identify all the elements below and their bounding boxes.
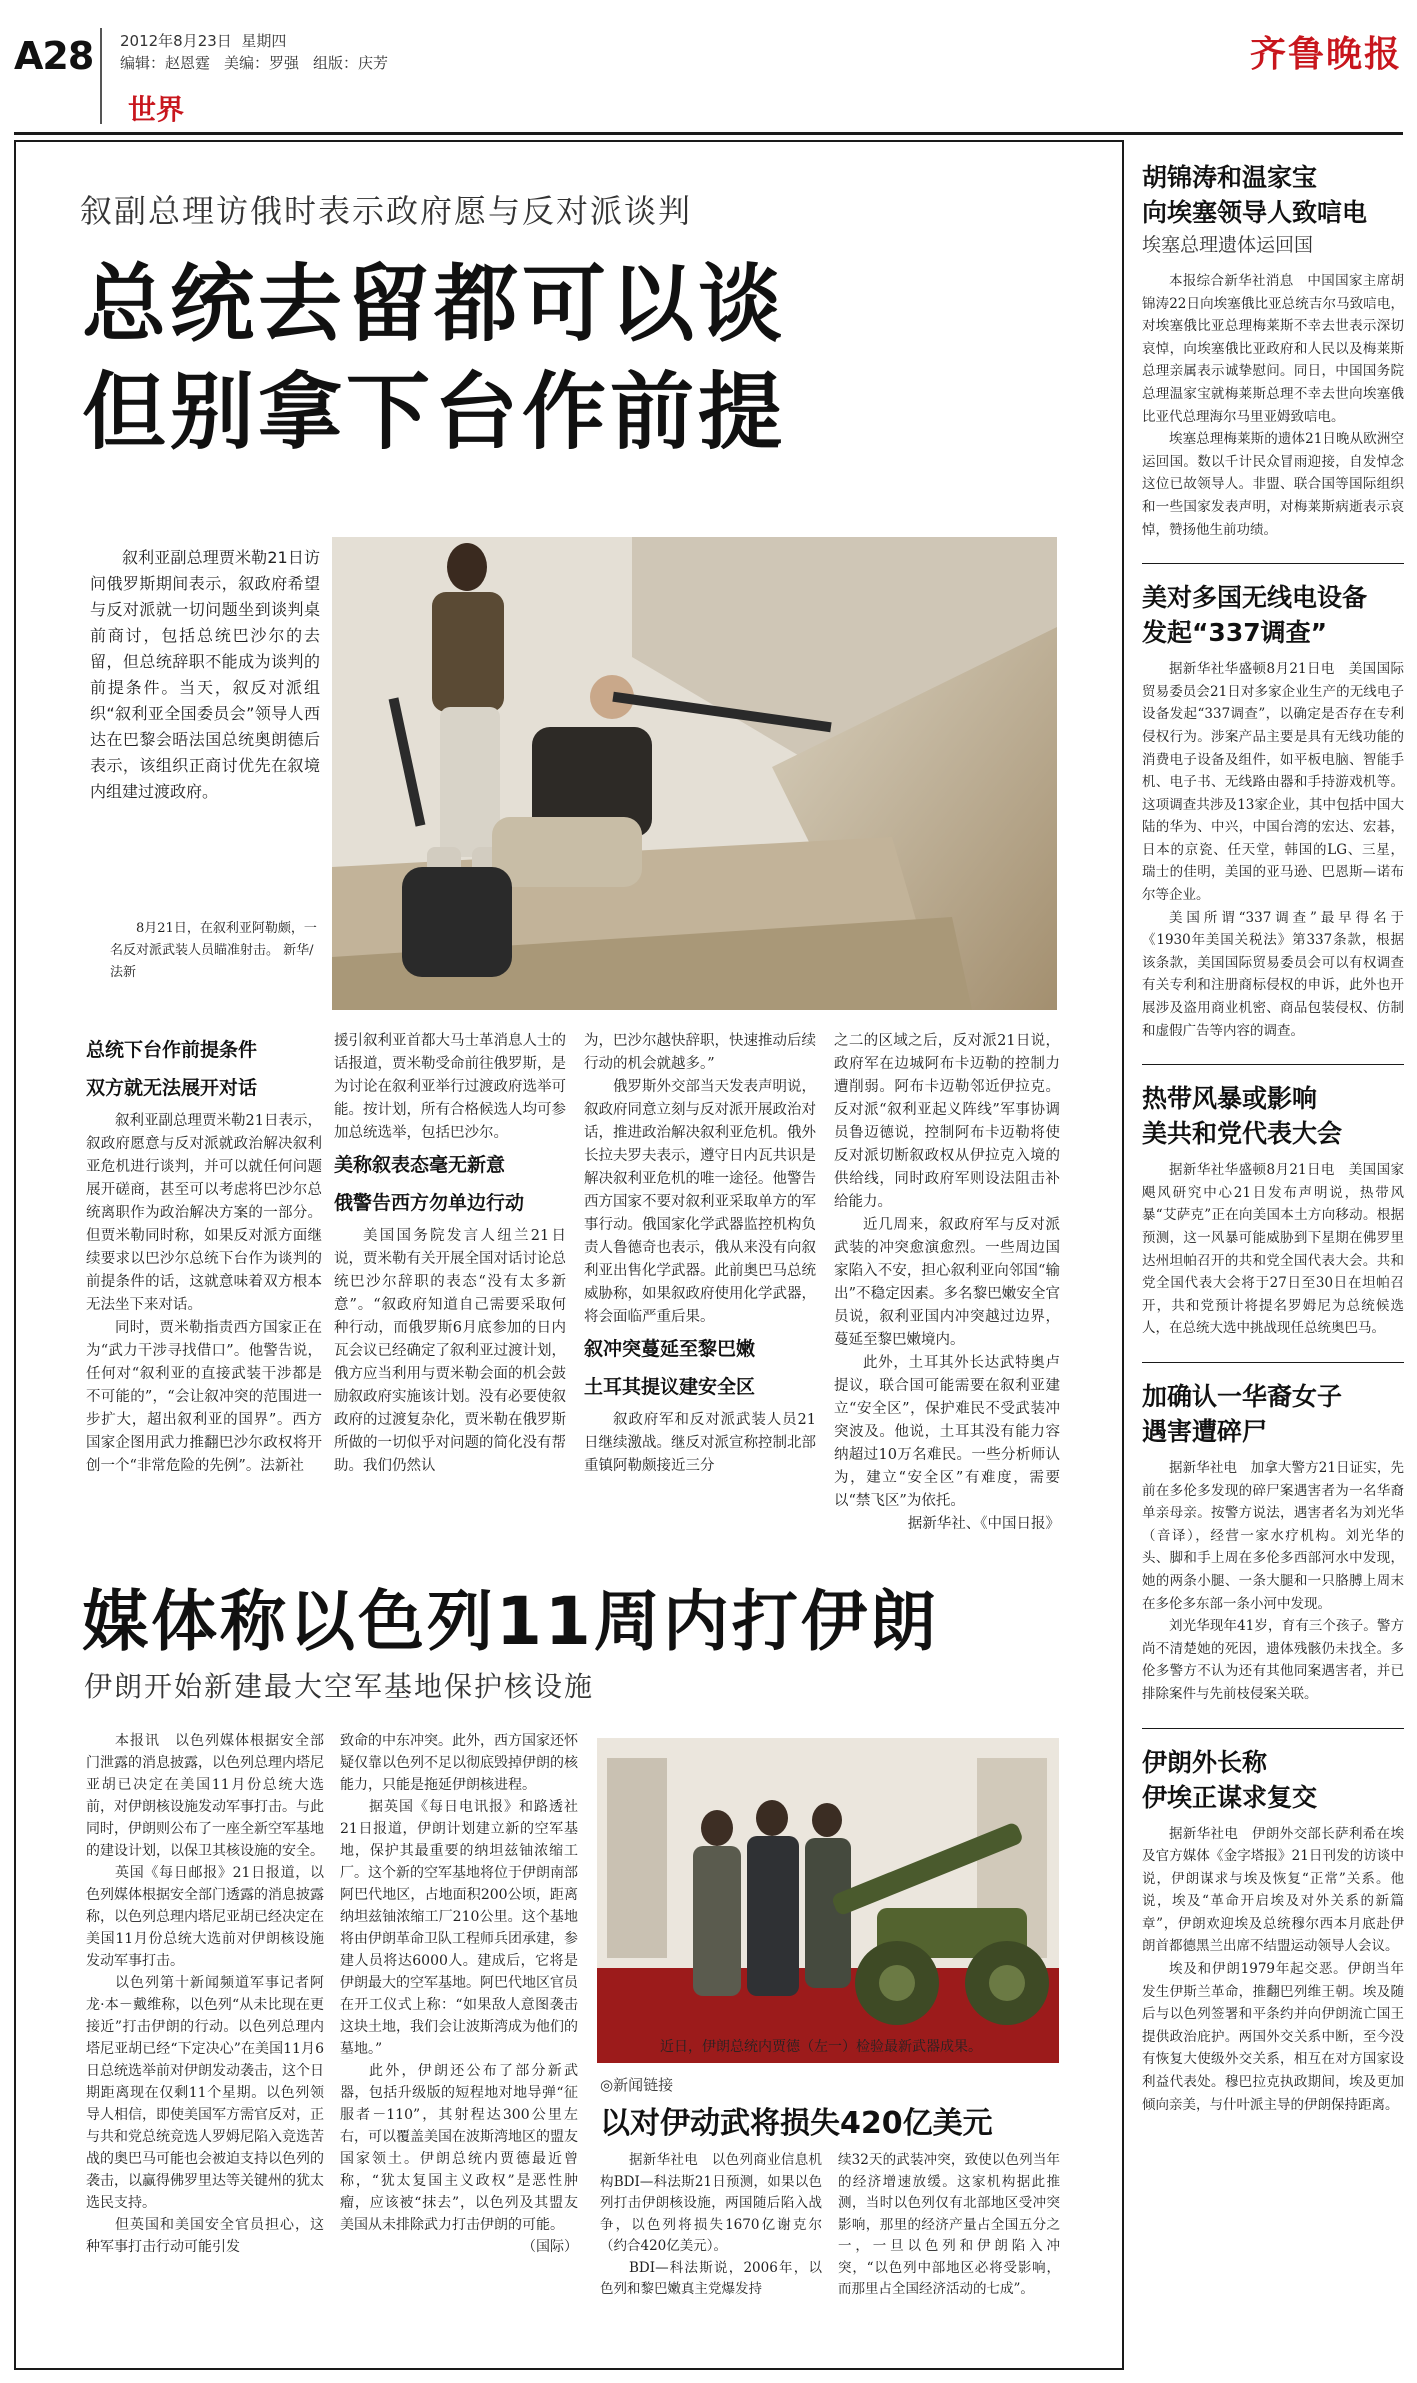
story1-headline-line1: 总统去留都可以谈	[82, 255, 787, 353]
right-story-2-title-line2: 发起“337调查”	[1142, 618, 1328, 648]
right-story-paragraph: 埃塞总理梅莱斯的遗体21日晚从欧洲空运回国。数以千计民众冒雨迎接，自发悼念这位已故领导人。非盟、联合国等国际组织和一些国家发表声明，对梅莱斯病逝表示哀悼，赞扬他生前功绩。	[1142, 431, 1404, 538]
story2-paragraph: 此外，伊朗还公布了部分新武器，包括升级版的短程地对地导弹“征服者－110”，其射程达300公里左右，可以覆盖美国在波斯湾地区的盟友国家领土。伊朗总统内贾德最近曾称，“犹太复国主义政权”是恶性肿瘤，应该被“抹去”，以色列及其盟友美国从未排除武力打击伊朗的可能。	[340, 2063, 578, 2233]
right-story-5-title-line2: 伊埃正谋求复交	[1142, 1782, 1318, 1812]
editor-credit: 编辑：赵恩霆	[120, 54, 211, 72]
story1-column-3	[584, 1030, 816, 1478]
right-story-2-body	[1142, 658, 1404, 1042]
right-story-5	[1142, 1745, 1404, 2117]
right-story-3-title-line1: 热带风暴或影响	[1142, 1084, 1318, 1114]
story1-paragraph: 美国国务院发言人纽兰21日说，贾米勒有关开展全国对话讨论总统巴沙尔辞职的表态“没有太多新意”。“叙政府知道自己需要采取何种行动，而俄罗斯6月底参加的日内瓦会议已经确定了叙利亚过渡计划，俄方应当利用与贾米勒会面的机会鼓励叙政府实施该计划。没有必要使叙政府的过渡复杂化，贾米勒在俄罗斯所做的一切似乎对问题的简化没有帮助。我们仍然认	[334, 1228, 566, 1474]
story1-paragraph: 俄罗斯外交部当天发表声明说，叙政府同意立刻与反对派开展政治对话，推进政治解决叙利亚危机。俄外长拉夫罗夫表示，遵守日内瓦共识是解决叙利亚危机的唯一途径。他警告西方国家不要对叙利亚采取单方的军事行动。俄国家化学武器监控机构负责人鲁德奇也表示，俄从来没有向叙利亚出售化学武器。此前奥巴马总统威胁称，如果叙政府使用化学武器，将会面临严重后果。	[584, 1079, 816, 1325]
story1-source: 据新华社、《中国日报》	[907, 1516, 1060, 1532]
story2-headline: 媒体称以色列11周内打伊朗	[82, 1583, 939, 1660]
story2-paragraph: 以色列第十新闻频道军事记者阿龙·本－戴维称，以色列“从未比现在更接近”打击伊朗的行动。以色列总理内塔尼亚胡已经“下定决心”在美国11月6日总统选举前对伊朗发动袭击，这个日期距离现在仅剩11个星期。以色列领导人相信，即使美国军方需官反对，正与共和党总统竞选人罗姆尼陷入竞选苦战的奥巴马可能也会被迫支持以色列的袭击，以赢得佛罗里达等关键州的犹太选民支持。	[86, 1975, 324, 2211]
right-story-paragraph: 据新华社电 加拿大警方21日证实，先前在多伦多发现的碎尸案遇害者为一名华裔单亲母亲。按警方说法，遇害者名为刘光华（音译），经营一家水疗机构。刘光华的头、脚和手上周在多伦多西部河水中发现，她的两条小腿、一条大腿和一只胳膊上周末在多伦多东部一条小河中发现。	[1142, 1459, 1404, 1612]
masthead-logo: 齐鲁晚报	[1250, 33, 1403, 75]
right-story-4-title-line2: 遇害遭碎尸	[1142, 1416, 1268, 1446]
news-link-paragraph: 续32天的武装冲突，致使以色列当年的经济增速放缓。这家机构据此推测，当时以色列仅有北部地区受冲突影响，那里的经济产量占全国五分之一，一旦以色列和伊朗陷入冲突，“以色列中部地区必将受影响，而那里占全国经济活动的七成”。	[838, 2152, 1060, 2297]
right-story-1-title-line2: 向埃塞领导人致唁电	[1142, 198, 1368, 227]
right-story-2	[1142, 580, 1404, 1042]
story1-headline	[82, 250, 786, 466]
story2-paragraph: 但英国和美国安全官员担心，这种军事打击行动可能引发	[86, 2217, 324, 2255]
story1-photo-illustration	[332, 537, 1057, 1010]
page-number: A28	[14, 34, 94, 78]
story1-paragraph: 为，巴沙尔越快辞职，快速推动后续行动的机会就越多。”	[584, 1033, 816, 1072]
right-story-paragraph: 美国所谓“337调查”最早得名于《1930年美国关税法》第337条款，根据该条款，美国国际贸易委员会可以有权调查有关专利和注册商标侵权的申诉，此外也开展涉及盗用商业机密、商品包装侵权、仿制和虚假广告等内容的调查。	[1142, 909, 1404, 1039]
right-story-4	[1142, 1379, 1404, 1706]
issue-date: 2012年8月23日	[120, 32, 232, 50]
story1-column-1	[86, 1030, 322, 1478]
right-story-1-title-line1: 胡锦涛和温家宝	[1142, 163, 1318, 192]
story2-paragraph: 本报讯 以色列媒体根据安全部门泄露的消息披露，以色列总理内塔尼亚胡已决定在美国11月份总统大选前，对伊朗核设施发动军事打击。与此同时，伊朗则公布了一座全新空军基地的建设计划，以保卫其核设施的安全。	[86, 1733, 324, 1859]
layout-credit: 组版：庆芳	[313, 54, 389, 72]
right-story-paragraph: 据新华社电 伊朗外交部长萨利希在埃及官方媒体《金字塔报》21日刊发的访谈中说，伊朗谋求与埃及恢复“正常”关系。他说，埃及“革命开启埃及对外关系的新篇章”，伊朗欢迎埃及总统穆尔西本月底赴伊朗首都德黑兰出席不结盟运动领导人会议。	[1142, 1825, 1404, 1955]
right-story-1-subtitle: 埃塞总理遗体运回国	[1142, 234, 1314, 256]
story1-subhead-1a: 总统下台作前提条件	[86, 1039, 258, 1061]
story1-paragraph: 叙政府军和反对派武装人员21日继续激战。继反对派宣称控制北部重镇阿勒颇接近三分	[584, 1412, 816, 1474]
story1-lead: 叙利亚副总理贾米勒21日访问俄罗斯期间表示，叙政府希望与反对派就一切问题坐到谈判桌前商讨，包括总统巴沙尔的去留，但总统辞职不能成为谈判的前提条件。当天，叙反对派组织“叙利亚全国委员会”领导人西达在巴黎会晤法国总统奥朗德后表示，该组织正商讨优先在叙境内组建过渡政府。	[90, 548, 320, 801]
header-rule	[14, 132, 1403, 135]
story2-column-2	[340, 1730, 578, 2258]
story2-paragraph: 英国《每日邮报》21日报道，以色列媒体根据安全部门透露的消息披露称，以色列总理内塔尼亚胡已经决定在美国11月份总统大选前对伊朗核设施发动军事打击。	[86, 1865, 324, 1969]
story1-column-2	[334, 1030, 566, 1478]
right-story-3-body	[1142, 1159, 1404, 1340]
story1-subhead-1b: 双方就无法展开对话	[86, 1077, 258, 1099]
story1-column-4	[834, 1030, 1060, 1536]
right-story-4-body	[1142, 1457, 1404, 1706]
right-story-1	[1142, 160, 1404, 541]
story2-column-1	[86, 1730, 324, 2258]
story1-paragraph: 之二的区域之后，反对派21日说，政府军在边城阿布卡迈勒的控制力遭削弱。阿布卡迈勒邻近伊拉克。反对派“叙利亚起义阵线”军事协调员鲁迈德说，控制阿布卡迈勒将使反对派切断叙政权从伊拉克入境的供给线，同时政府军则设法阻击补给能力。	[834, 1033, 1060, 1210]
story1-subhead-3b: 土耳其提议建安全区	[584, 1376, 756, 1398]
news-link-headline: 以对伊动武将损失420亿美元	[600, 2106, 993, 2141]
story1-paragraph: 援引叙利亚首都大马士革消息人士的话报道，贾米勒受命前往俄罗斯，是为讨论在叙利亚举行过渡政府选举可能。按计划，所有合格候选人均可参加总统选举，包括巴沙尔。	[334, 1033, 566, 1141]
story1-paragraph: 近几周来，叙政府军与反对派武装的冲突愈演愈烈。一些周边国家陷入不安，担心叙利亚向邻国“输出”不稳定因素。多名黎巴嫩安全官员说，叙利亚国内冲突越过边界，蔓延至黎巴嫩境内。	[834, 1217, 1060, 1348]
news-link-column-2	[838, 2150, 1060, 2301]
story1-subhead-2a: 美称叙表态毫无新意	[334, 1154, 506, 1176]
right-story-4-title-line1: 加确认一华裔女子	[1142, 1381, 1343, 1411]
story1-subhead-2b: 俄警告西方勿单边行动	[334, 1192, 525, 1214]
story2-subtitle: 伊朗开始新建最大空军基地保护核设施	[84, 1670, 595, 1703]
right-column-divider	[1142, 563, 1404, 564]
section-title: 世界	[128, 93, 185, 126]
story2-photo-caption: 近日，伊朗总统内贾德（左一）检验最新武器成果。	[660, 2039, 982, 2055]
right-story-paragraph: 据新华社华盛顿8月21日电 美国国家飓风研究中心21日发布声明说，热带风暴“艾萨克”正在向美国本土方向移动。根据预测，这一风暴可能威胁到下星期在佛罗里达州坦帕召开的共和党全国代表大会。共和党全国代表大会将于27日至30日在坦帕召开，共和党预计将提名罗姆尼为总统候选人，在总统大选中挑战现任总统奥巴马。	[1142, 1162, 1404, 1337]
story1-paragraph: 叙利亚副总理贾米勒21日表示，叙政府愿意与反对派就政治解决叙利亚危机进行谈判，并可以就任何问题展开磋商，甚至可以考虑将巴沙尔总统离职作为政治解决方案的一部分。但贾米勒同时称，如果反对派方面继续要求以巴沙尔总统下台作为谈判的前提条件的话，这就意味着双方根本无法坐下来对话。	[86, 1113, 322, 1313]
news-link-tag: ◎新闻链接	[600, 2076, 674, 2094]
story2-photo-illustration	[597, 1738, 1059, 2063]
header-separator	[100, 28, 102, 124]
right-story-3-title-line2: 美共和党代表大会	[1142, 1119, 1343, 1149]
story1-subtitle: 叙副总理访俄时表示政府愿与反对派谈判	[80, 192, 693, 230]
story1-photo	[332, 537, 1057, 1010]
story1-photo-caption: 8月21日，在叙利亚阿勒颇，一名反对派武装人员瞄准射击。 新华/法新	[110, 921, 317, 980]
story2-source: （国际）	[522, 2239, 578, 2255]
story1-subhead-3a: 叙冲突蔓延至黎巴嫩	[584, 1338, 756, 1360]
right-story-paragraph: 刘光华现年41岁，育有三个孩子。警方尚不清楚她的死因，遗体残骸仍未找全。多伦多警方不认为还有其他同案遇害者，并已排除案件与先前枝侵案关联。	[1142, 1618, 1404, 1702]
right-column-divider	[1142, 1064, 1404, 1065]
artist-credit: 美编：罗强	[224, 54, 300, 72]
right-story-paragraph: 据新华社华盛顿8月21日电 美国国际贸易委员会21日对多家企业生产的无线电子设备发起“337调查”，以确定是否存在专利侵权行为。涉案产品主要是具有无线功能的消费电子设备及组件，如平板电脑、智能手机、电子书、无线路由器和手持游戏机等。这项调查共涉及13家企业，其中包括中国大陆的华为、中兴，中国台湾的宏达、宏碁，日本的京瓷、任天堂，韩国的LG、三星，瑞士的佳明，美国的亚马逊、巴恩斯—诺布尔等企业。	[1142, 661, 1404, 904]
right-column-divider	[1142, 1728, 1404, 1729]
story2-paragraph: 据英国《每日电讯报》和路透社21日报道，伊朗计划建立新的空军基地，保护其最重要的纳坦兹铀浓缩工厂。这个新的空军基地将位于伊朗南部阿巴代地区，占地面积200公顷，距离纳坦兹铀浓缩工厂210公里。这个基地将由伊朗革命卫队工程师兵团承建，参建人员将达6000人。建成后，它将是伊朗最大的空军基地。阿巴代地区官员在开工仪式上称：“如果敌人意图袭击这块土地，我们会让波斯湾成为他们的墓地。”	[340, 1799, 578, 2057]
header-meta	[120, 30, 402, 74]
right-story-2-title-line1: 美对多国无线电设备	[1142, 583, 1368, 613]
story1-headline-line2: 但别拿下台作前提	[82, 363, 787, 461]
news-link-paragraph: BDI—科法斯说，2006年，以色列和黎巴嫩真主党爆发持	[600, 2259, 822, 2297]
news-link-column-1	[600, 2150, 822, 2301]
right-story-1-body	[1142, 270, 1404, 541]
right-story-paragraph: 本报综合新华社消息 中国国家主席胡锦涛22日向埃塞俄比亚总统吉尔马致唁电，对埃塞俄比亚总理梅莱斯不幸去世表示深切哀悼，向埃塞俄比亚政府和人民以及梅莱斯总理亲属表示诚挚慰问。同日，中国国务院总理温家宝就梅莱斯总理不幸去世向埃塞俄比亚代总理海尔马里亚姆致唁电。	[1142, 273, 1404, 425]
right-story-5-title-line1: 伊朗外长称	[1142, 1747, 1268, 1777]
issue-weekday: 星期四	[241, 32, 287, 50]
news-link-paragraph: 据新华社电 以色列商业信息机构BDI—科法斯21日预测，如果以色列打击伊朗核设施，两国随后陷入战争，以色列将损失1670亿谢克尔（约合420亿美元）。	[600, 2152, 822, 2254]
story2-photo	[597, 1738, 1059, 2063]
story2-paragraph: 致命的中东冲突。此外，西方国家还怀疑仅靠以色列不足以彻底毁掉伊朗的核能力，只能是拖延伊朗核进程。	[340, 1733, 578, 1793]
right-column-divider	[1142, 1362, 1404, 1363]
right-news-column	[1142, 160, 1404, 2138]
right-story-3	[1142, 1081, 1404, 1340]
story1-paragraph: 此外，土耳其外长达武特奥卢提议，联合国可能需要在叙利亚建立“安全区”，保护难民不受武装冲突波及。他说，土耳其没有能力容纳超过10万名难民。一些分析师认为，建立“安全区”有难度，需要以“禁飞区”为依托。	[834, 1355, 1060, 1509]
right-story-paragraph: 埃及和伊朗1979年起交恶。伊朗当年发生伊斯兰革命，推翻巴列维王朝。埃及随后与以色列签署和平条约并向伊朗流亡国王提供政治庇护。两国外交关系中断，至今没有恢复大使级外交关系，相互在对方国家设利益代表处。穆巴拉克执政期间，埃及更加倾向亲美，与什叶派主导的伊朗保持距离。	[1142, 1961, 1404, 2113]
right-story-5-body	[1142, 1823, 1404, 2117]
story1-paragraph: 同时，贾米勒指责西方国家正在为“武力干涉寻找借口”。他警告说，任何对“叙利亚的直接武装干涉都是不可能的”，“会让叙冲突的范围进一步扩大，超出叙利亚的国界”。西方国家企图用武力推翻巴沙尔政权将开创一个“非常危险的先例”。法新社	[86, 1320, 322, 1474]
